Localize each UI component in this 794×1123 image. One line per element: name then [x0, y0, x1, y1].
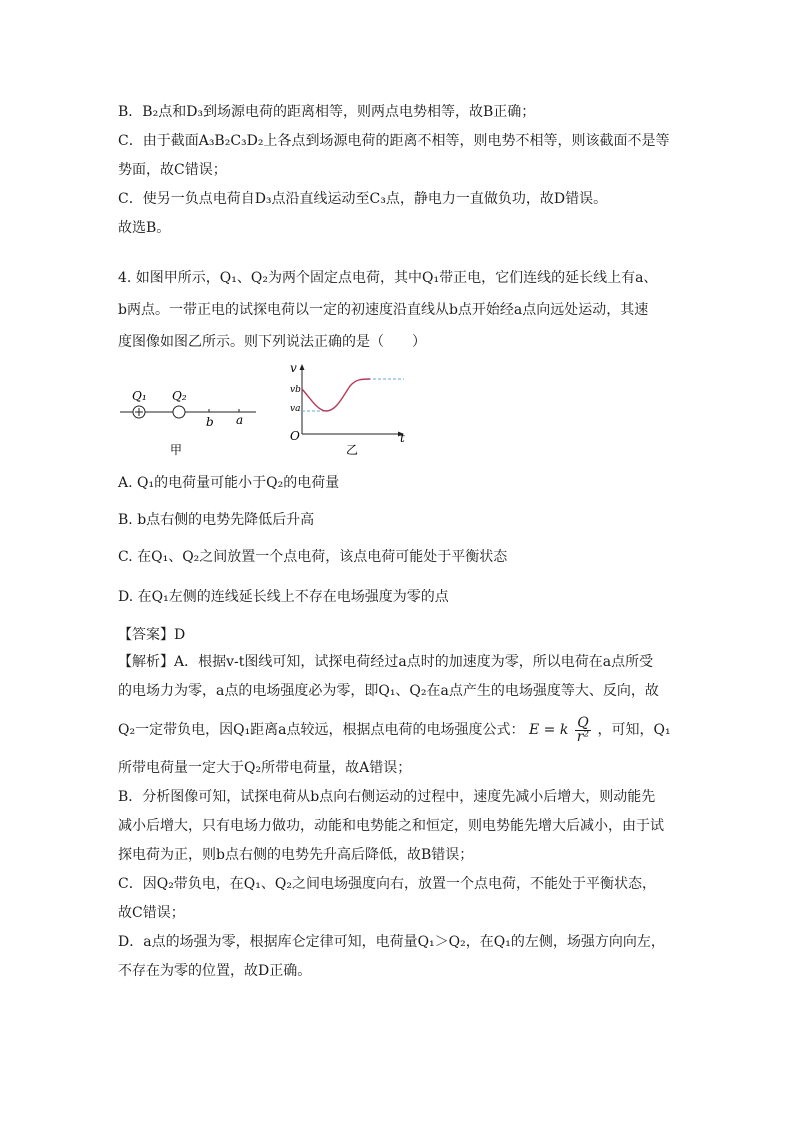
- v-axis-arrow-icon: [300, 364, 305, 370]
- text-line: 探电荷为正，则b点右侧的电势先升高后降低，故B错误；: [118, 847, 474, 863]
- text-line: B．B₂点和D₃到场源电荷的距离相等，则两点电势相等，故B正确；: [118, 104, 536, 120]
- figure-yi-caption: 乙: [346, 443, 359, 457]
- formula-line: [118, 706, 678, 754]
- text-line: C．因Q₂带负电，在Q₁、Q₂之间电场强度向右，放置一个点电荷，不能处于平衡状态，: [118, 876, 656, 892]
- q1-label: Q₁: [132, 389, 147, 403]
- text-line: D．a点的场强为零，根据库仑定律可知，电荷量Q₁＞Q₂，在Q₁的左侧，场强方向向左，: [118, 934, 665, 950]
- option-b: B. b点右侧的电势先降低后升高: [118, 512, 315, 528]
- formula-lhs: E = k: [528, 722, 569, 738]
- text-line: 度图像如图乙所示。则下列说法正确的是（ ）: [118, 334, 426, 350]
- analysis: [118, 648, 678, 986]
- text-line: C．使另一负点电荷自D₃点沿直线运动至C₃点，静电力一直做负功，故D错误。: [118, 191, 608, 207]
- figure-jia-caption: 甲: [170, 443, 183, 457]
- vb-label: vb: [290, 385, 301, 395]
- answer-line: 【答案】D: [118, 627, 186, 643]
- option-d: D. 在Q₁左侧的连线延长线上不存在电场强度为零的点: [118, 589, 449, 605]
- text-line: 的电场力为零，a点的电场强度必为零，即Q₁、Q₂在a点产生的电场强度等大、反向，故: [118, 683, 659, 699]
- option-c: C. 在Q₁、Q₂之间放置一个点电荷，该点电荷可能处于平衡状态: [118, 549, 508, 565]
- text-line: 故C错误；: [118, 905, 185, 921]
- text-line: 故选B。: [118, 220, 171, 236]
- text-line: 所带电荷量一定大于Q₂所带电荷量，故A错误；: [118, 760, 412, 776]
- formula-denominator: r²: [576, 728, 590, 745]
- text-line: 4. 如图甲所示，Q₁、Q₂为两个固定点电荷，其中Q₁带正电，它们连线的延长线上有a、: [118, 270, 658, 286]
- text-line: B．分析图像可知，试探电荷从b点向右侧运动的过程中，速度先减小后增大，则动能先: [118, 789, 656, 805]
- previous-solution: [118, 98, 678, 243]
- option-a: A. Q₁的电荷量可能小于Q₂的电荷量: [118, 475, 340, 491]
- point-a-label: a: [236, 413, 244, 427]
- point-b-label: b: [206, 415, 214, 429]
- q2-label: Q₂: [172, 389, 187, 403]
- text-fragment: ，可知，Q₁: [597, 722, 671, 738]
- text-line: 势面，故C错误；: [118, 162, 227, 178]
- question-figure: [118, 358, 418, 458]
- text-line: C．由于截面A₃B₂C₃D₂上各点到场源电荷的距离不相等，则电势不相等，则该截面不是等: [118, 133, 670, 149]
- text-line: 不存在为零的位置，故D正确。: [118, 963, 312, 979]
- formula-numerator: Q: [575, 717, 591, 731]
- question-stem: [118, 262, 678, 358]
- figure-svg: [118, 358, 418, 458]
- text-line: 【解析】A．根据v-t图线可知，试探电荷经过a点时的加速度为零，所以电荷在a点所受: [118, 654, 654, 670]
- origin-label: O: [290, 429, 300, 443]
- text-fragment: Q₂一定带负电，因Q₁距离a点较远，根据点电荷的电场强度公式：: [118, 722, 525, 738]
- figure-yi: [290, 361, 405, 457]
- text-line: 减小后增大，只有电场力做功，动能和电势能之和恒定，则电势能先增大后减小，由于试: [118, 818, 664, 834]
- figure-jia: [120, 389, 256, 457]
- velocity-curve: [302, 379, 370, 411]
- formula-fraction: [575, 714, 591, 745]
- text-line: b两点。一带正电的试探电荷以一定的初速度沿直线从b点开始经a点向远处运动，其速: [118, 302, 649, 318]
- va-label: va: [290, 404, 301, 414]
- v-axis-label: v: [290, 361, 297, 375]
- q2-charge-icon: [173, 406, 185, 418]
- t-axis-label: t: [400, 431, 405, 445]
